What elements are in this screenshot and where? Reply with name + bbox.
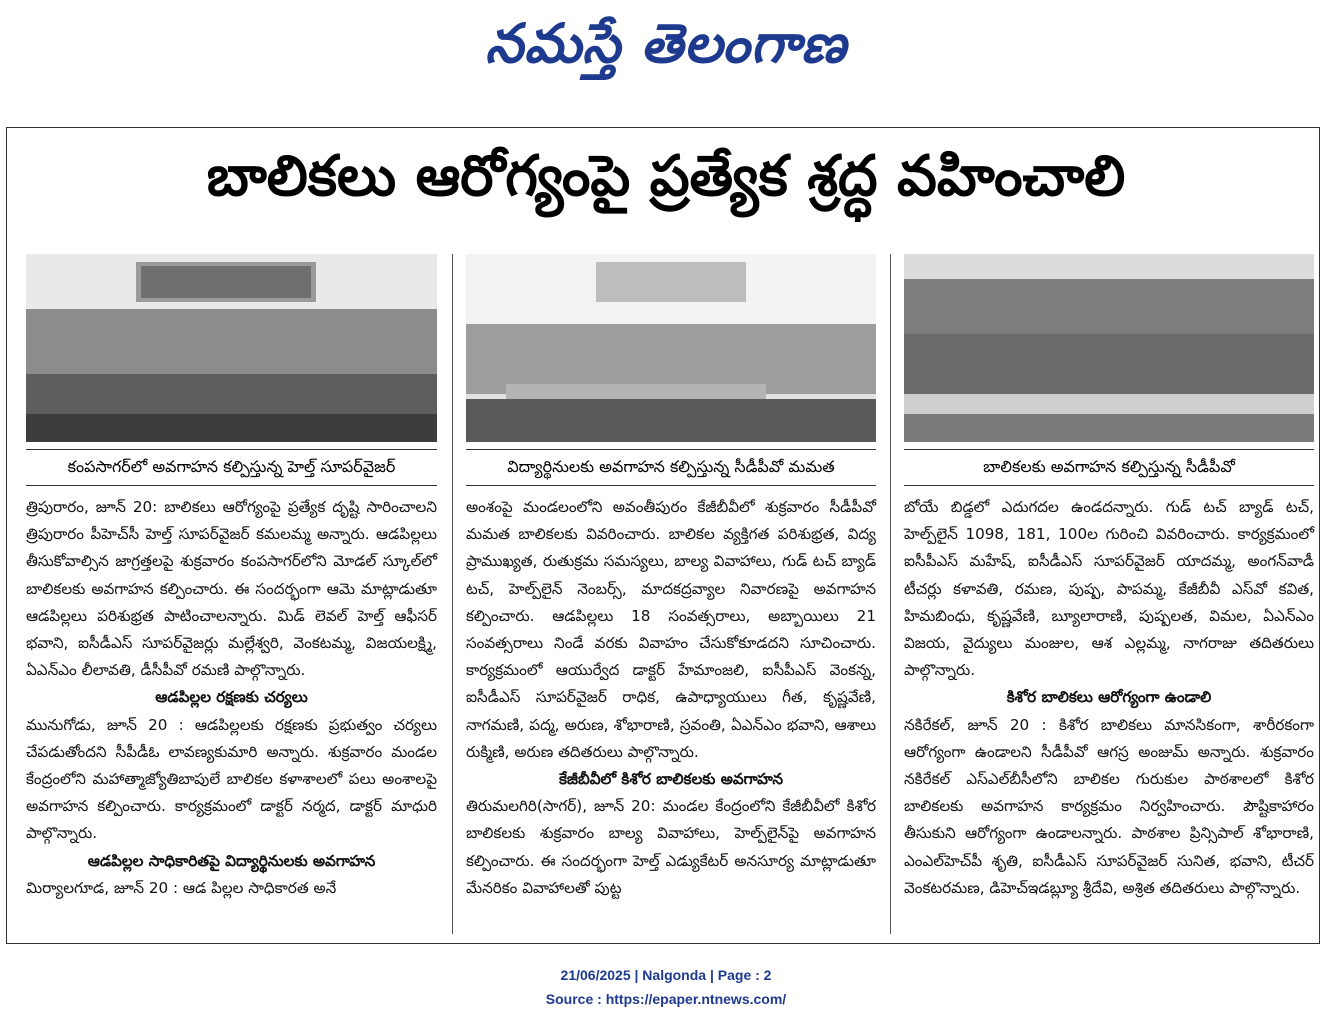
article-column-2 (466, 494, 876, 902)
column-3-paragraph-1: బోయే బిడ్డలో ఎదుగదల ఉండదన్నారు. గుడ్ టచ్ బ్యాడ్ టచ్, హెల్ప్‌లైన్ 1098, 181, 100ల గురించి వివరించారు. కార్యక్రమంలో ఐసీపీఎస్ మహేష్, ఐసీడీఎస్ సూపర్‌వైజర్ యాదమ్మ, అంగన్‌వాడీ టీచర్లు కళావతి, రమణ, పుష్ప, పాపమ్మ, కేజీబీవీ ఎస్‌వో కవిత, హిమబింధు, కృష్ణవేణి, బ్యూలారాణి, పుష్పలత, విమల, ఏఎన్ఎం విజయ, వైద్యులు మంజుల, ఆశ ఎల్లమ్మ, నాగరాజు తదితరులు పాల్గొన్నారు. (904, 498, 1314, 680)
column-divider-2 (890, 254, 891, 934)
column-2-paragraph-2: తిరుమలగిరి(సాగర్), జూన్ 20: మండల కేంద్రంలోని కేజీబీవీలో కిశోర బాలికలకు శుక్రవారం బాల్య వివాహాలు, హెల్ప్‌లైన్‌పై అవగాహన కల్పించారు. ఈ సందర్భంగా హెల్త్ ఎడ్యుకేటర్ అనసూర్య మాట్లాడుతూ మేనరికం వివాహాలతో పుట్ట (466, 797, 876, 897)
footer-source-link[interactable]: Source : https://epaper.ntnews.com/ (545, 991, 787, 1007)
caption-rule-2b (466, 485, 876, 486)
article-column-3 (904, 494, 1314, 902)
caption-rule-3a (904, 449, 1314, 450)
photo-2-caption: విద్యార్థినులకు అవగాహన కల్పిస్తున్న సీడీపీవో మమత (507, 457, 835, 476)
footer-edition-info: 21/06/2025 | Nalgonda | Page : 2 (560, 967, 772, 983)
caption-rule-1a (26, 449, 437, 450)
caption-rule-3b (904, 485, 1314, 486)
subhead-adolescent-health: కిశోర బాలికలు ఆరోగ్యంగా ఉండాలి (1006, 688, 1212, 707)
photo-1-image (26, 254, 437, 442)
column-3-paragraph-2: నకిరేకల్, జూన్ 20 : కిశోర బాలికలు మానసికంగా, శారీరకంగా ఆరోగ్యంగా ఉండాలని సీడీపీవో ఆగస్ర అంజుమ్ అన్నారు. శుక్రవారం నకిరేకల్ ఎస్ఎల్‌బీసీలోని బాలికల గురుకుల పాఠశాలలో కిశోర బాలికలకు అవగాహన కార్యక్రమం నిర్వహించారు. పౌష్టికాహారం తీసుకుని ఆరోగ్యంగా ఉండాలన్నారు. పాఠశాల ప్రిన్సిపాల్ శోభారాణి, ఎంఎల్‌హెచ్‌పీ శృతి, ఐసీడీఎస్ సూపర్‌వైజర్ సునిత, భవాని, టీచర్ వెంకటరమణ, డిహెచ్ఇడబ్ల్యూ శ్రీదేవి, అశ్రిత తదితరులు పాల్గొన్నారు. (904, 715, 1314, 897)
photo-3-image (904, 254, 1314, 442)
photo-1 (26, 254, 437, 442)
caption-rule-2a (466, 449, 876, 450)
column-2-paragraph-1: అంశంపై మండలంలోని అవంతీపురం కేజీబీవీలో శుక్రవారం సీడీపీవో మమత బాలికలకు వివరించారు. బాలికల వ్యక్తిగత పరిశుభ్రత, విద్య ప్రాముఖ్యత, రుతుక్రమ సమస్యలు, బాల్య వివాహాలు, గుడ్ టచ్ బ్యాడ్ టచ్, హెల్ప్‌లైన్ నెంబర్స్, మాదకద్రవ్యాల నివారణపై అవగాహన కల్పించారు. ఆడపిల్లలు 18 సంవత్సరాలు, అబ్బాయిలు 21 సంవత్సరాలు నిండే వరకు వివాహం చేసుకోకూడదని సూచించారు. కార్యక్రమంలో ఆయుర్వేద డాక్టర్ హేమాంజలి, ఐసీపీఎస్ వెంకన్న, ఐసీడీఎస్ సూపర్‌వైజర్ రాధిక, ఉపాధ్యాయులు గీత, కృష్ణవేణి, నాగమణి, పద్మ, అరుణ, శోభారాణి, స్రవంతి, ఏఎన్ఎం భవాని, ఆశాలు రుక్మిణి, అరుణ తదితరులు పాల్గొన్నారు. (466, 498, 876, 761)
column-1-paragraph-3: మిర్యాలగూడ, జూన్ 20 : ఆడ పిల్లల సాధికారత అనే (26, 878, 337, 897)
photo-3-caption: బాలికలకు అవగాహన కల్పిస్తున్న సీడీపీవో (983, 457, 1235, 476)
caption-rule-1b (26, 485, 437, 486)
headline: బాలికలు ఆరోగ్యంపై ప్రత్యేక శ్రద్ధ వహించాలి (206, 144, 1126, 209)
photo-3 (904, 254, 1314, 442)
column-1-paragraph-1: త్రిపురారం, జూన్ 20: బాలికలు ఆరోగ్యంపై ప్రత్యేక దృష్టి సారించాలని త్రిపురారం పీహెచ్‌సీ హెల్త్ సూపర్‌వైజర్ కమలమ్మ అన్నారు. ఆడపిల్లలు తీసుకోవాల్సిన జాగ్రత్తలపై శుక్రవారం కంపసాగర్‌లోని మోడల్ స్కూల్‌లో బాలికలకు అవగాహన కల్పించారు. ఈ సందర్భంగా ఆమె మాట్లాడుతూ ఆడపిల్లలు పరిశుభ్రత పాటించాలన్నారు. మిడ్ లెవల్ హెల్త్ ఆఫీసర్ భవాని, ఐసీడీఎస్ సూపర్‌వైజర్లు మల్లేశ్వరి, వెంకటమ్మ, విజయలక్ష్మి, ఏఎన్ఎం లీలావతి, డీసీపీవో రమణి పాల్గొన్నారు. (26, 498, 437, 680)
photo-1-caption: కంపసాగర్‌లో అవగాహన కల్పిస్తున్న హెల్త్ సూపర్‌వైజర్ (67, 457, 396, 476)
photo-2-image (466, 254, 876, 442)
subhead-girls-empowerment: ఆడపిల్లల సాధికారితపై విద్యార్థినులకు అవగాహన (87, 851, 376, 870)
column-1-paragraph-2: మునుగోడు, జూన్ 20 : ఆడపిల్లలకు రక్షణకు ప్రభుత్వం చర్యలు చేపడుతోందని సీపీడీఓ లావణ్యకుమారి అన్నారు. శుక్రవారం మండల కేంద్రంలోని మహాత్మాజ్యోతిబాపులే బాలికల కళాశాలలో పలు అంశాలపై అవగాహన కల్పించారు. కార్యక్రమంలో డాక్టర్ నర్మద, డాక్టర్ మాధురి పాల్గొన్నారు. (26, 715, 437, 843)
masthead-logo: నమస్తే తెలంగాణ (485, 11, 847, 75)
subhead-kgbv-awareness: కేజీబీవీలో కిశోర బాలికలకు అవగాహన (558, 770, 784, 789)
column-divider-1 (452, 254, 453, 934)
photo-2 (466, 254, 876, 442)
article-column-1 (26, 494, 437, 902)
subhead-girls-protection: ఆడపిల్లల రక్షణకు చర్యలు (155, 688, 308, 707)
